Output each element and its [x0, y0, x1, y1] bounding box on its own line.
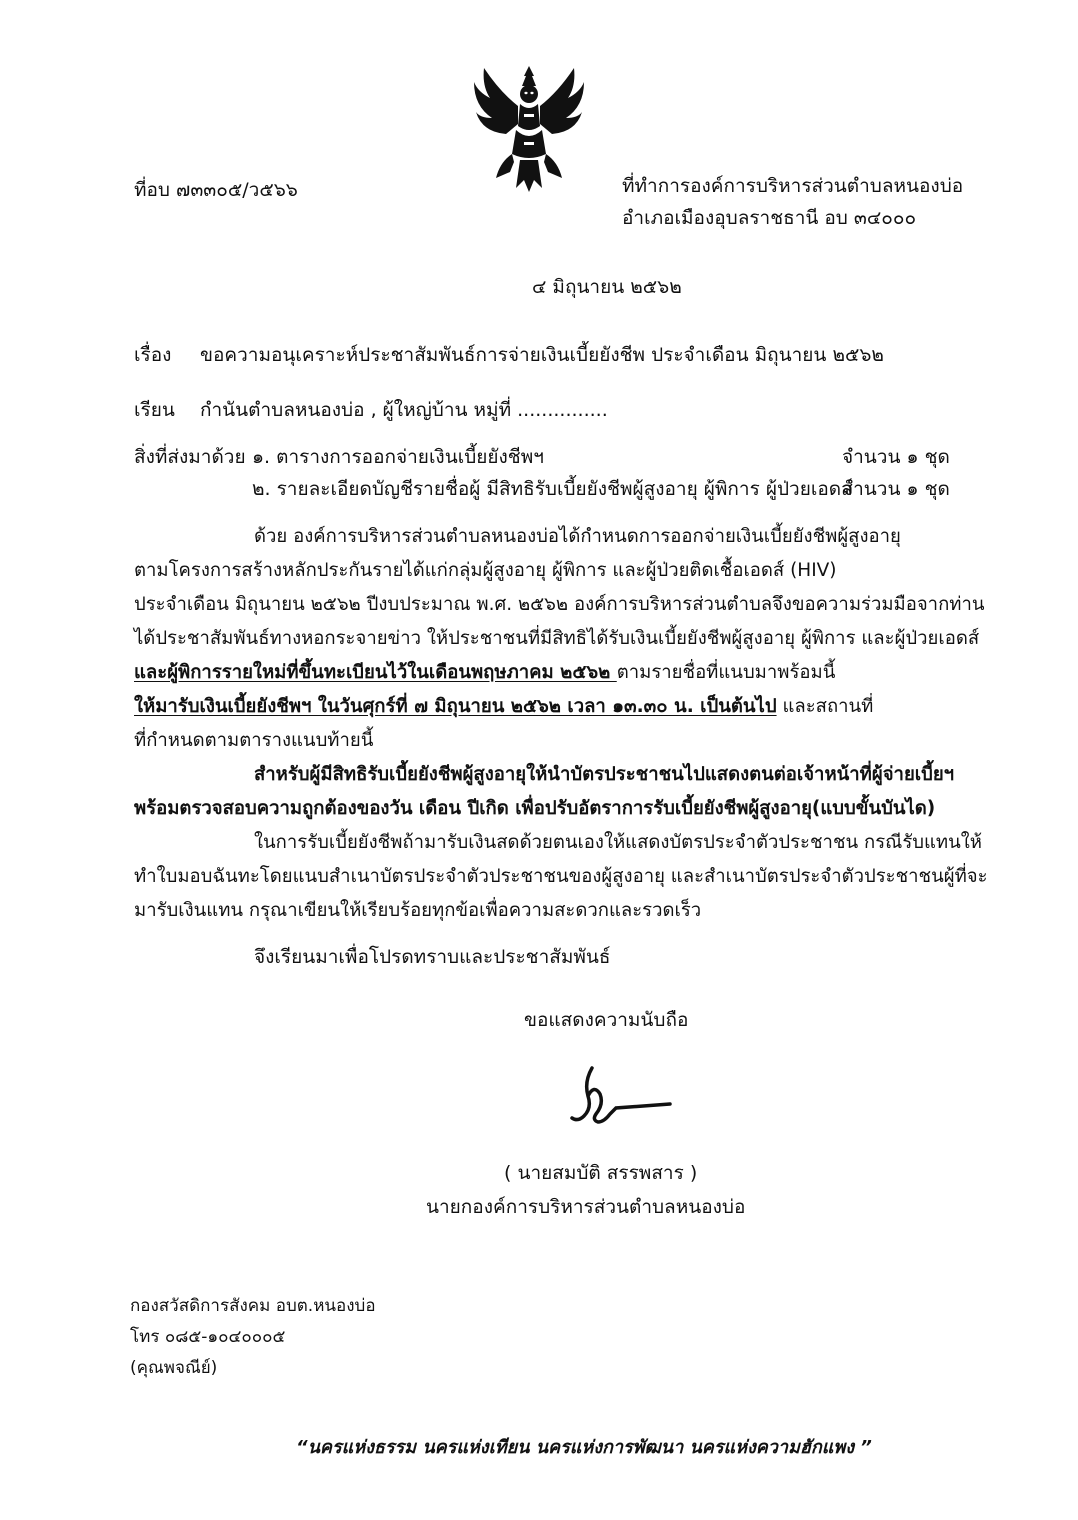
body-line: สำหรับผู้มีสิทธิรับเบี้ยยังชีพผู้สูงอายุให้นำบัตรประชาชนไปแสดงตนต่อเจ้าหน้าที่ผู้จ่ายเบี้ยฯ — [254, 764, 955, 785]
signature — [548, 1060, 678, 1130]
signatory-name: ( นายสมบัติ สรรพสาร ) — [504, 1162, 698, 1184]
contact-person: (คุณพจณีย์) — [130, 1358, 218, 1378]
attachment-item: ๒. รายละเอียดบัญชีรายชื่อผู้ มีสิทธิรับเบี้ยยังชีพผู้สูงอายุ ผู้พิการ ผู้ป่วยเอดส์ — [252, 478, 853, 500]
body-line: ด้วย องค์การบริหารส่วนตำบลหนองบ่อได้กำหนดการออกจ่ายเงินเบี้ยยังชีพผู้สูงอายุ — [254, 526, 901, 547]
highlighted-payment-date: ให้มารับเงินเบี้ยยังชีพฯ ในวันศุกร์ที่ ๗ มิถุนายน ๒๕๖๒ เวลา ๑๓.๓๐ น. เป็นต้นไป — [134, 696, 777, 717]
body-line: ประจำเดือน มิถุนายน ๒๕๖๒ ปีงบประมาณ พ.ศ. ๒๕๖๒ องค์การบริหารส่วนตำบลจึงขอความร่วมมือจากท่าน — [134, 594, 985, 615]
recipient-text: กำนันตำบลหนองบ่อ , ผู้ใหญ่บ้าน หมู่ที่ ............... — [200, 399, 608, 421]
subject-label: เรื่อง — [134, 344, 172, 366]
body-text: และสถานที่ — [776, 696, 874, 717]
office-address-line1: ที่ทำการองค์การบริหารส่วนตำบลหนองบ่อ — [622, 175, 964, 197]
body-line: พร้อมตรวจสอบความถูกต้องของวัน เดือน ปีเกิด เพื่อปรับอัตราการรับเบี้ยยังชีพผู้สูงอายุ(แบบขั้นบันได) — [134, 798, 936, 819]
body-line: มารับเงินแทน กรุณาเขียนให้เรียบร้อยทุกข้อเพื่อความสะดวกและรวดเร็ว — [134, 900, 702, 921]
signatory-position: นายกองค์การบริหารส่วนตำบลหนองบ่อ — [426, 1196, 746, 1218]
body-paragraph-3 — [134, 826, 988, 928]
body-line: ที่กำหนดตามตารางแนบท้ายนี้ — [134, 730, 374, 751]
body-line: ตามโครงการสร้างหลักประกันรายได้แก่กลุ่มผู้สูงอายุ ผู้พิการ และผู้ป่วยติดเชื้อเอดส์ (HIV) — [134, 560, 837, 581]
body-text: ตามรายชื่อที่แนบมาพร้อมนี้ — [616, 662, 836, 683]
body-line: ได้ประชาสัมพันธ์ทางหอกระจายข่าว ให้ประชาชนที่มีสิทธิได้รับเงินเบี้ยยังชีพผู้สูงอายุ ผู้พิการ และผู้ป่วยเอดส์ — [134, 628, 980, 649]
body-line: ทำใบมอบฉันทะโดยแนบสำเนาบัตรประจำตัวประชาชนของผู้สูงอายุ และสำเนาบัตรประจำตัวประชาชนผู้ที่จะ — [134, 866, 988, 887]
letter-date: ๔ มิถุนายน ๒๕๖๒ — [532, 276, 682, 298]
closing-sentence: จึงเรียนมาเพื่อโปรดทราบและประชาสัมพันธ์ — [254, 946, 611, 968]
subject-text: ขอความอนุเคราะห์ประชาสัมพันธ์การจ่ายเงินเบี้ยยังชีพ ประจำเดือน มิถุนายน ๒๕๖๒ — [200, 344, 884, 366]
contact-phone: โทร ๐๘๕-๑๐๔๐๐๐๕ — [130, 1327, 286, 1347]
attachments-label: สิ่งที่ส่งมาด้วย — [134, 446, 246, 468]
attachment-quantity: จำนวน ๑ ชุด — [842, 478, 950, 500]
city-slogan: “นครแห่งธรรม นครแห่งเทียน นครแห่งการพัฒนา นครแห่งความฮักแพง ” — [296, 1437, 872, 1458]
reference-number: ที่อบ ๗๓๓๐๕/ว๕๖๖ — [134, 179, 298, 201]
contact-division: กองสวัสดิการสังคม อบต.หนองบ่อ — [130, 1296, 376, 1316]
regards: ขอแสดงความนับถือ — [524, 1009, 689, 1031]
garuda-emblem-icon — [470, 62, 588, 196]
highlighted-new-registrants: และผู้พิการรายใหม่ที่ขึ้นทะเบียนไว้ในเดือนพฤษภาคม ๒๕๖๒ — [134, 662, 617, 683]
attachment-item: ๑. ตารางการออกจ่ายเงินเบี้ยยังชีพฯ — [252, 446, 544, 468]
office-address-line2: อำเภอเมืองอุบลราชธานี อบ ๓๔๐๐๐ — [622, 207, 917, 229]
body-line: ในการรับเบี้ยยังชีพถ้ามารับเงินสดด้วยตนเองให้แสดงบัตรประจำตัวประชาชน กรณีรับแทนให้ — [254, 832, 982, 853]
attachment-quantity: จำนวน ๑ ชุด — [842, 446, 950, 468]
body-paragraph-1 — [134, 520, 985, 758]
recipient-label: เรียน — [134, 399, 175, 421]
body-paragraph-2 — [134, 758, 974, 826]
